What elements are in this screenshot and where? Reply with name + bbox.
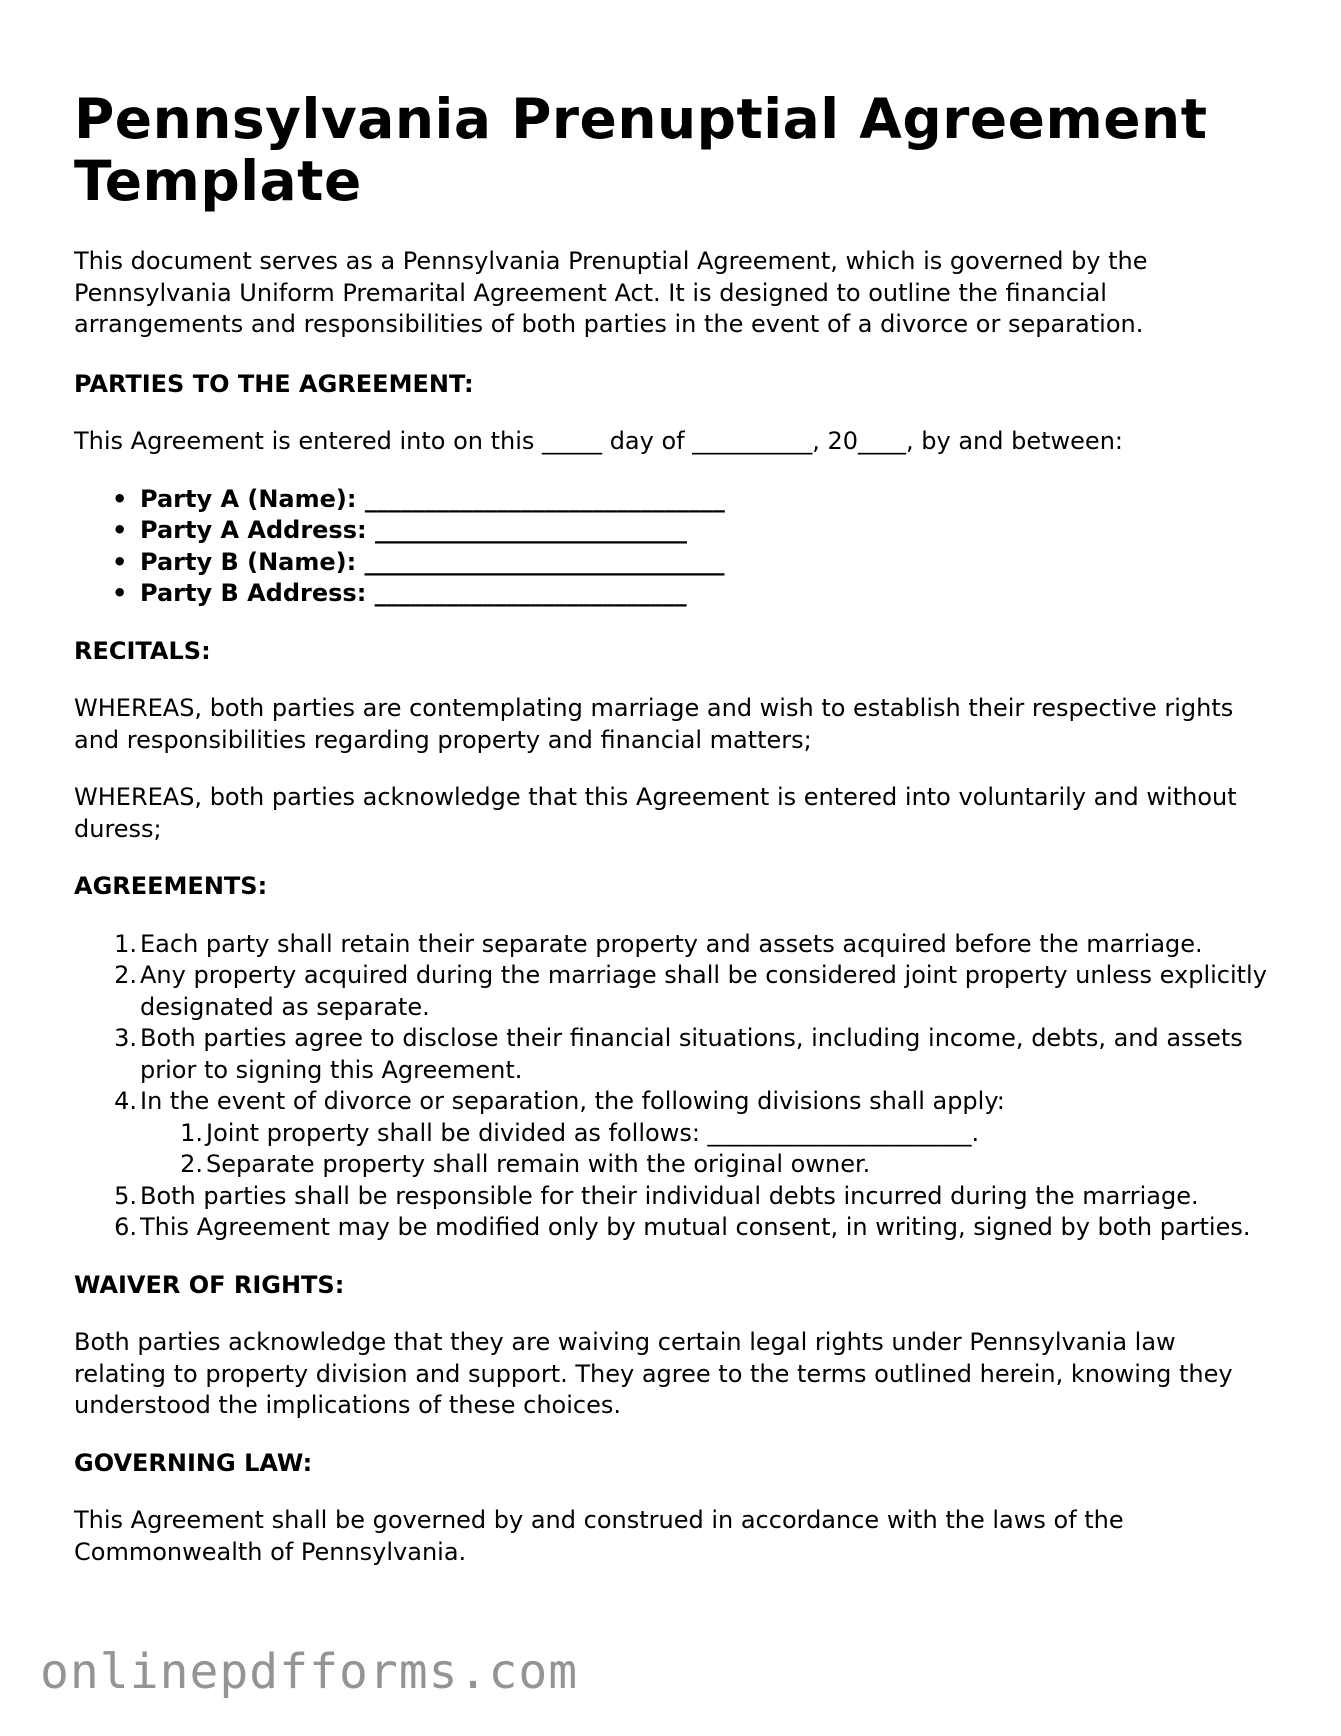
document-page — [74, 88, 1274, 1594]
list-item — [112, 547, 1274, 579]
list-item — [112, 578, 1274, 610]
list-item — [112, 515, 1274, 547]
bullet-icon: • — [112, 516, 128, 544]
item-number: 5. — [114, 1181, 137, 1210]
item-number: 6. — [114, 1213, 137, 1241]
item-number: 1. — [114, 929, 137, 958]
item-text: Separate property shall remain with the original owner. — [206, 1150, 871, 1178]
agreement-date-line: This Agreement is entered into on this _____ day of __________, 20____, by and between: — [74, 427, 1123, 455]
list-item — [114, 929, 1274, 961]
list-item — [114, 960, 1274, 1023]
governing-law-heading: GOVERNING LAW: — [74, 1448, 313, 1477]
intro-paragraph: This document serves as a Pennsylvania Prenuptial Agreement, which is governed by the Pennsylvania Uniform Premarital Agreement Act. It is designed to outline the financial arrangements and responsibilities of both parties in the event of a divorce or separation. — [74, 247, 1148, 338]
list-item — [114, 1181, 1274, 1213]
agreements-list — [74, 929, 1274, 1244]
recital-paragraph-1: WHEREAS, both parties are contemplating marriage and wish to establish their respective rights and responsibilities regarding property and financial matters; — [74, 694, 1234, 754]
item-text: Each party shall retain their separate property and assets acquired before the marriage. — [140, 929, 1203, 958]
list-item — [114, 1086, 1274, 1181]
agreements-heading: AGREEMENTS: — [74, 872, 268, 900]
divisions-sublist — [140, 1118, 1274, 1181]
waiver-paragraph: Both parties acknowledge that they are waiving certain legal rights under Pennsylvania law relating to property division and support. They agree to the terms outlined herein, knowing they understood the implications of these choices. — [74, 1328, 1233, 1419]
bullet-icon: • — [112, 547, 128, 576]
party-a-address-field: Party A Address: __________________________ — [140, 516, 687, 544]
item-number: 2. — [114, 961, 137, 989]
waiver-heading: WAIVER OF RIGHTS: — [74, 1270, 345, 1299]
list-item — [114, 1212, 1274, 1244]
list-item — [114, 1023, 1274, 1086]
page-title: Pennsylvania Prenuptial Agreement Template — [74, 87, 1208, 213]
governing-law-paragraph: This Agreement shall be governed by and construed in accordance with the laws of the Commonwealth of Pennsylvania. — [74, 1506, 1124, 1566]
watermark: onlinepdfforms.com — [40, 1644, 579, 1700]
item-text: Any property acquired during the marriage shall be considered joint property unless explicitly designated as separate. — [140, 961, 1267, 1021]
party-a-name-field: Party A (Name): ______________________________ — [140, 484, 725, 513]
recitals-heading: RECITALS: — [74, 636, 211, 665]
item-number: 1. — [180, 1118, 203, 1147]
bullet-icon: • — [112, 579, 128, 607]
item-text: In the event of divorce or separation, the following divisions shall apply: — [140, 1087, 1005, 1115]
bullet-icon: • — [112, 484, 128, 513]
item-text: Both parties agree to disclose their financial situations, including income, debts, and assets prior to signing this Agreement. — [140, 1024, 1243, 1084]
parties-heading: PARTIES TO THE AGREEMENT: — [74, 369, 474, 398]
recital-paragraph-2: WHEREAS, both parties acknowledge that this Agreement is entered into voluntarily and without duress; — [74, 783, 1237, 843]
list-item — [180, 1149, 1274, 1181]
item-number: 2. — [180, 1150, 203, 1178]
list-item — [180, 1118, 1274, 1150]
list-item — [112, 484, 1274, 516]
item-text: Joint property shall be divided as follows: ______________________. — [206, 1118, 980, 1147]
party-b-address-field: Party B Address: __________________________ — [140, 579, 687, 607]
parties-list — [74, 484, 1274, 610]
item-text: This Agreement may be modified only by mutual consent, in writing, signed by both parties. — [140, 1213, 1251, 1241]
party-b-name-field: Party B (Name): ______________________________ — [140, 547, 725, 576]
item-number: 3. — [114, 1024, 137, 1052]
item-text: Both parties shall be responsible for their individual debts incurred during the marriage. — [140, 1181, 1199, 1210]
item-number: 4. — [114, 1087, 137, 1115]
